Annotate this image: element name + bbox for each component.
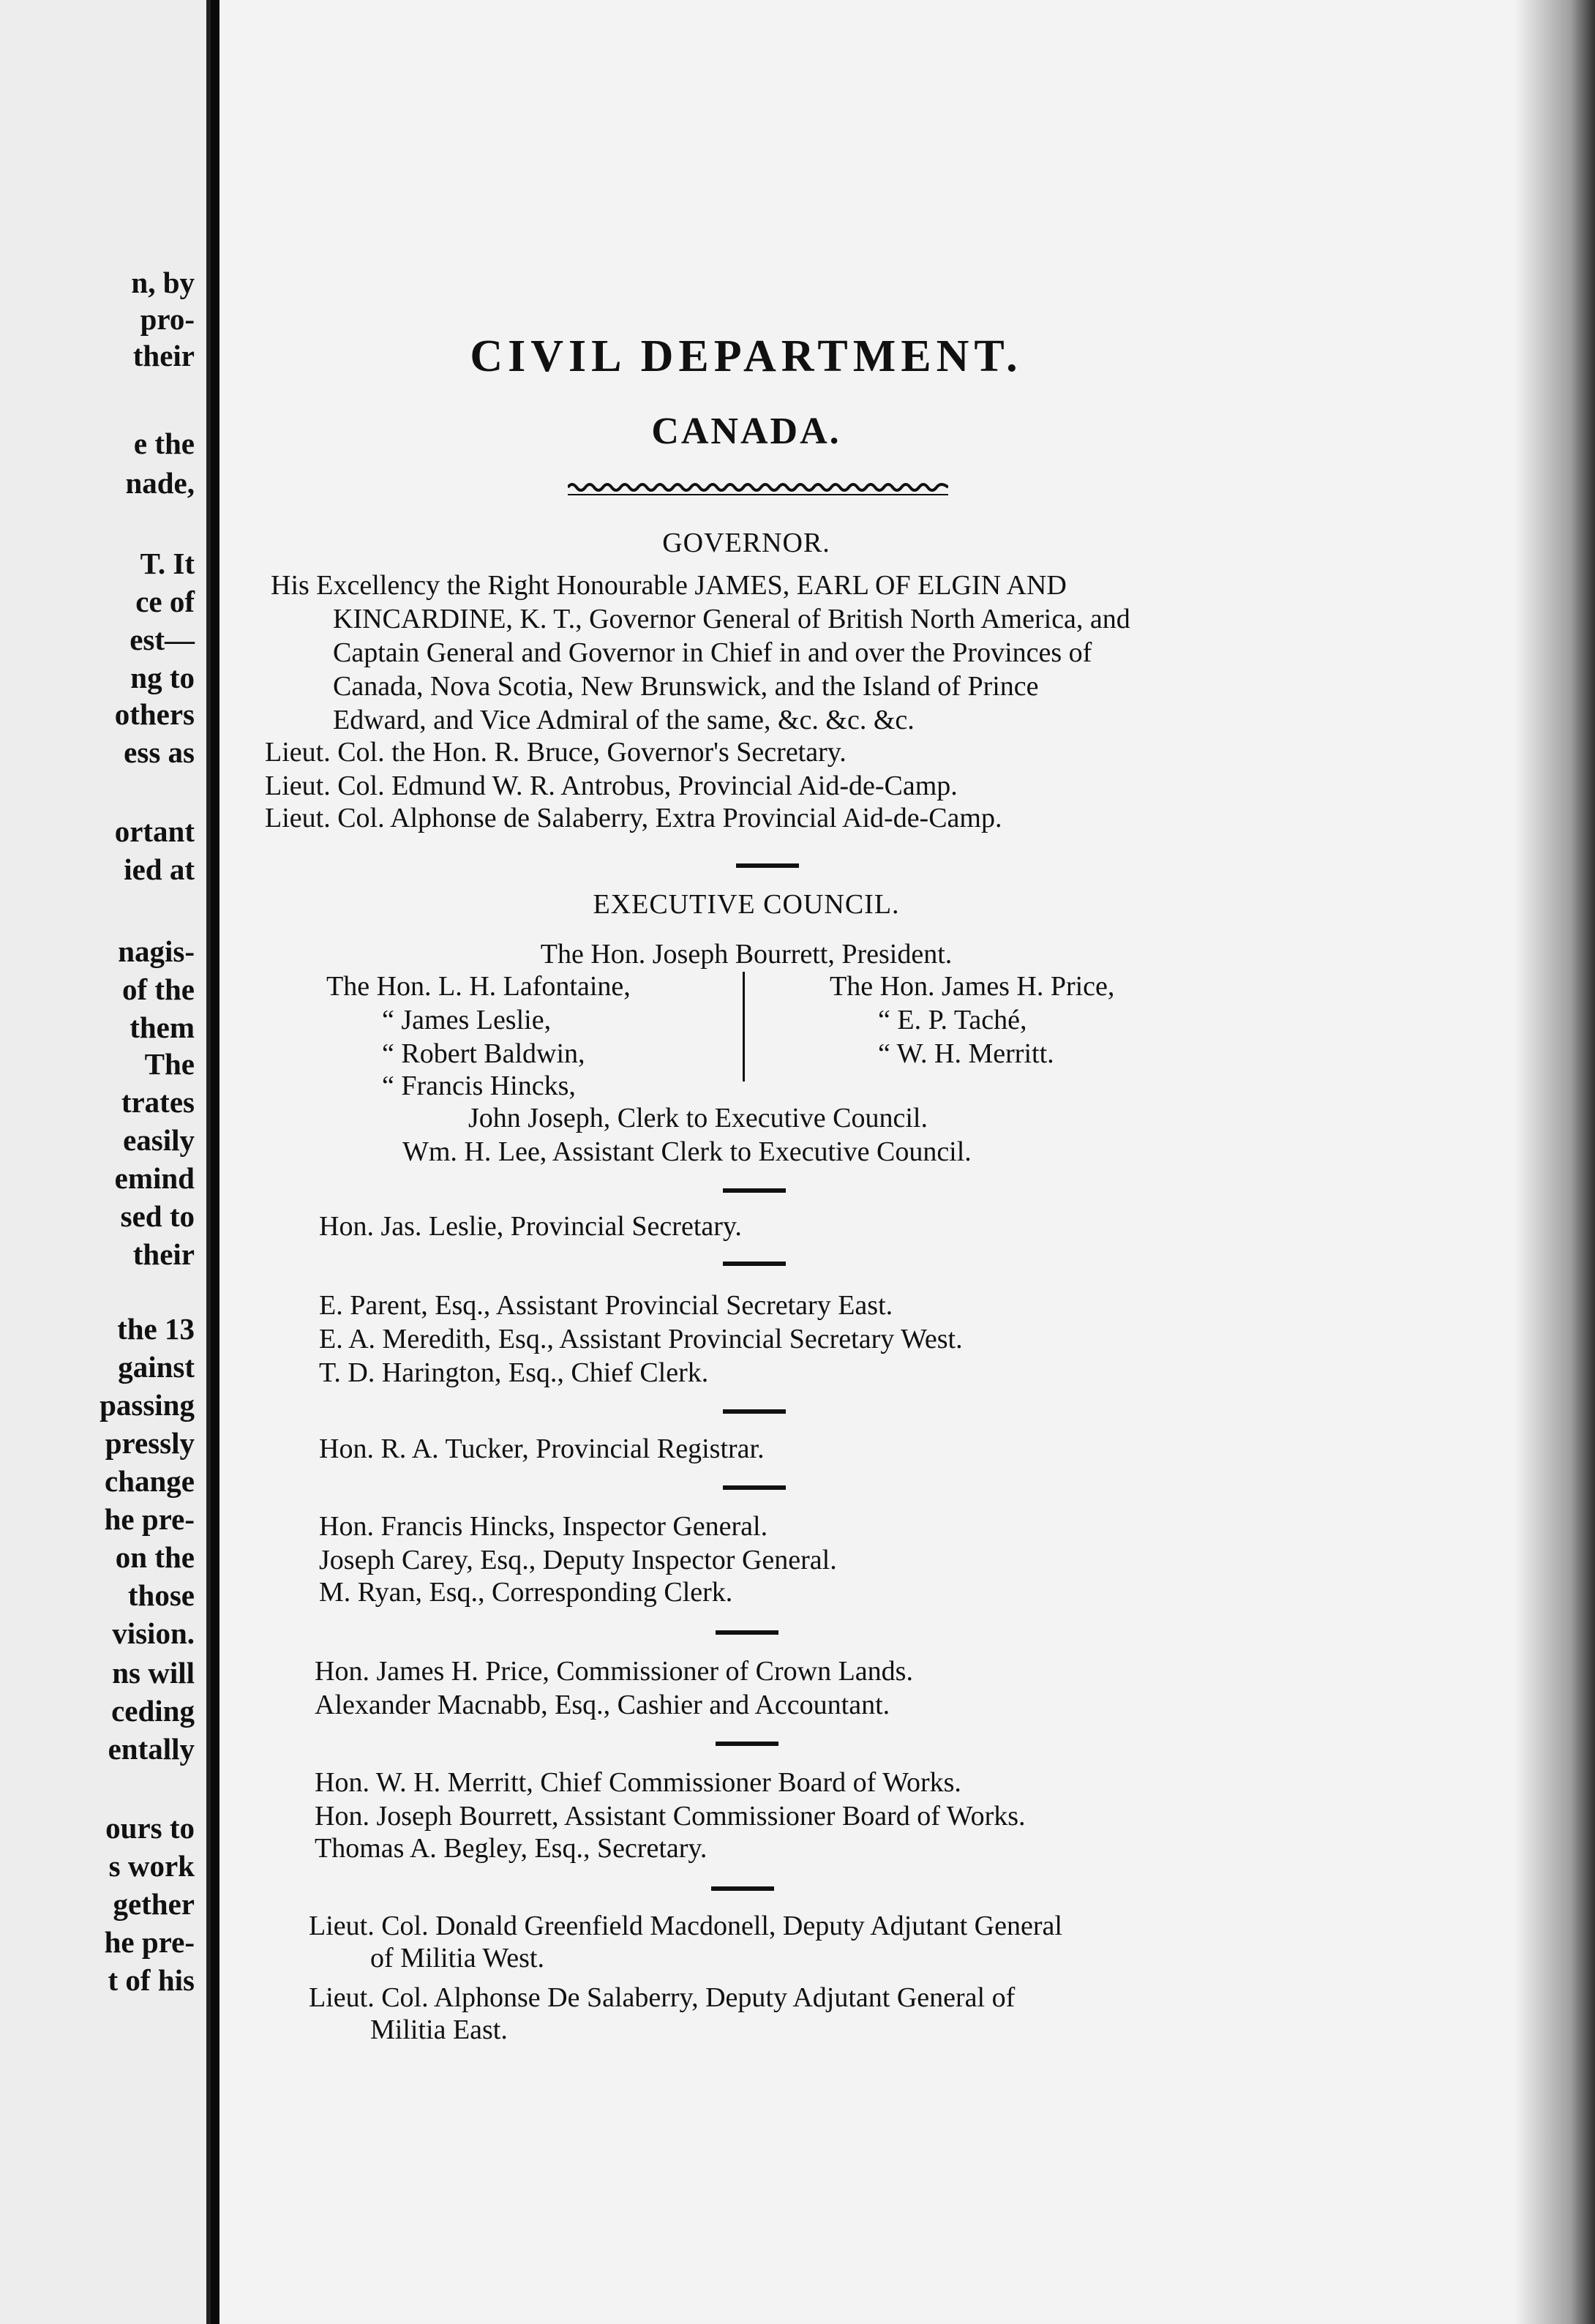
- fragment-line: est—: [130, 623, 195, 656]
- council-member-right: “ W. H. Merritt.: [878, 1038, 1054, 1069]
- secretary-staff-line: T. D. Harington, Esq., Chief Clerk.: [319, 1357, 709, 1388]
- executive-council-heading: EXECUTIVE COUNCIL.: [593, 889, 900, 920]
- fragment-line: T. It: [140, 547, 195, 580]
- fragment-line: their: [132, 339, 195, 372]
- fragment-line: n, by: [131, 266, 195, 299]
- inspector-line: Hon. Francis Hincks, Inspector General.: [319, 1511, 768, 1542]
- council-clerk: John Joseph, Clerk to Executive Council.: [468, 1103, 928, 1133]
- militia-line: Lieut. Col. Donald Greenfield Macdonell, Deputy Adjutant General: [309, 1911, 1062, 1941]
- fragment-line: them: [130, 1011, 195, 1044]
- section-rule: [711, 1886, 774, 1891]
- fragment-line: e the: [133, 427, 195, 460]
- fragment-line: passing: [100, 1388, 195, 1422]
- section-rule: [723, 1485, 786, 1490]
- crown-lands-line: Hon. James H. Price, Commissioner of Crown Lands.: [315, 1656, 913, 1687]
- fragment-line: vision.: [112, 1616, 195, 1650]
- fragment-line: s work: [108, 1849, 195, 1883]
- fragment-line: pressly: [105, 1426, 195, 1460]
- section-rule: [723, 1262, 786, 1266]
- public-works-line: Thomas A. Begley, Esq., Secretary.: [315, 1833, 708, 1864]
- document-subtitle: CANADA.: [651, 411, 841, 452]
- governor-line: Edward, and Vice Admiral of the same, &c. &c. &c.: [333, 705, 915, 735]
- council-member-left: “ James Leslie,: [382, 1005, 552, 1035]
- governor-line: Canada, Nova Scotia, New Brunswick, and the Island of Prince: [333, 671, 1039, 702]
- fragment-line: gether: [113, 1887, 195, 1921]
- secretary-staff-line: E. A. Meredith, Esq., Assistant Provincial Secretary West.: [319, 1324, 963, 1354]
- fragment-line: others: [114, 697, 195, 731]
- section-rule: [716, 1630, 778, 1635]
- fragment-line: ng to: [130, 661, 195, 694]
- ornamental-divider: [568, 479, 948, 501]
- fragment-line: ours to: [105, 1811, 195, 1845]
- fragment-line: nagis-: [118, 934, 195, 968]
- fragment-line: t of his: [108, 1963, 195, 1997]
- fragment-line: The: [144, 1047, 195, 1081]
- fragment-line: their: [132, 1237, 195, 1271]
- inspector-line: Joseph Carey, Esq., Deputy Inspector General.: [319, 1545, 837, 1575]
- section-rule: [723, 1409, 786, 1414]
- fragment-line: ceding: [111, 1694, 195, 1728]
- council-member-right: The Hon. James H. Price,: [830, 971, 1115, 1002]
- fragment-line: ortant: [114, 814, 195, 848]
- governor-heading: GOVERNOR.: [662, 528, 830, 558]
- secretary-staff-line: E. Parent, Esq., Assistant Provincial Secretary East.: [319, 1290, 893, 1321]
- governor-line: Lieut. Col. the Hon. R. Bruce, Governor's Secretary.: [265, 737, 847, 768]
- document-title: CIVIL DEPARTMENT.: [470, 331, 1023, 381]
- council-assistant-clerk: Wm. H. Lee, Assistant Clerk to Executive Council.: [402, 1136, 972, 1167]
- document-page: [219, 0, 1595, 2324]
- fragment-line: of the: [121, 972, 195, 1006]
- fragment-line: ess as: [124, 735, 195, 769]
- fragment-line: ied at: [124, 852, 195, 886]
- fragment-line: change: [105, 1464, 195, 1498]
- registrar-line: Hon. R. A. Tucker, Provincial Registrar.: [319, 1433, 765, 1464]
- fragment-line: trates: [121, 1085, 195, 1119]
- council-member-left: “ Francis Hincks,: [382, 1071, 576, 1101]
- fragment-line: those: [127, 1578, 195, 1612]
- council-member-left: The Hon. L. H. Lafontaine,: [326, 971, 631, 1002]
- crown-lands-line: Alexander Macnabb, Esq., Cashier and Accountant.: [315, 1690, 890, 1720]
- fragment-line: easily: [123, 1123, 195, 1157]
- governor-line: KINCARDINE, K. T., Governor General of British North America, and: [333, 604, 1130, 634]
- section-rule: [716, 1742, 778, 1746]
- fragment-line: ce of: [135, 585, 195, 618]
- governor-line: Captain General and Governor in Chief in and over the Provinces of: [333, 637, 1092, 668]
- militia-line: Lieut. Col. Alphonse De Salaberry, Deputy Adjutant General of: [309, 1982, 1016, 2013]
- fragment-line: he pre-: [104, 1502, 195, 1536]
- fragment-line: ns will: [112, 1656, 195, 1690]
- fragment-line: he pre-: [104, 1925, 195, 1959]
- governor-line: Lieut. Col. Edmund W. R. Antrobus, Provincial Aid-de-Camp.: [265, 771, 958, 801]
- fragment-line: nade,: [125, 466, 195, 500]
- previous-page-fragment: [0, 0, 211, 2324]
- council-member-left: “ Robert Baldwin,: [382, 1038, 585, 1069]
- section-rule: [723, 1188, 786, 1193]
- secretary-line: Hon. Jas. Leslie, Provincial Secretary.: [319, 1211, 742, 1242]
- governor-line: His Excellency the Right Honourable JAMES, EARL OF ELGIN AND: [271, 570, 1067, 601]
- fragment-line: on the: [115, 1540, 195, 1574]
- council-president: The Hon. Joseph Bourrett, President.: [540, 939, 953, 970]
- public-works-line: Hon. Joseph Bourrett, Assistant Commissioner Board of Works.: [315, 1801, 1026, 1832]
- militia-line: of Militia West.: [370, 1943, 544, 1973]
- governor-line: Lieut. Col. Alphonse de Salaberry, Extra Provincial Aid-de-Camp.: [265, 803, 1002, 833]
- fragment-line: gainst: [118, 1350, 195, 1384]
- fragment-line: emind: [114, 1161, 195, 1195]
- council-member-right: “ E. P. Taché,: [878, 1005, 1027, 1035]
- fragment-line: entally: [108, 1732, 195, 1766]
- public-works-line: Hon. W. H. Merritt, Chief Commissioner Board of Works.: [315, 1767, 961, 1798]
- fragment-line: sed to: [120, 1199, 195, 1233]
- section-rule: [736, 863, 799, 868]
- fragment-line: pro-: [140, 302, 195, 336]
- fragment-line: the 13: [117, 1312, 195, 1346]
- column-divider: [743, 972, 745, 1082]
- militia-line: Militia East.: [370, 2014, 508, 2045]
- inspector-line: M. Ryan, Esq., Corresponding Clerk.: [319, 1577, 733, 1608]
